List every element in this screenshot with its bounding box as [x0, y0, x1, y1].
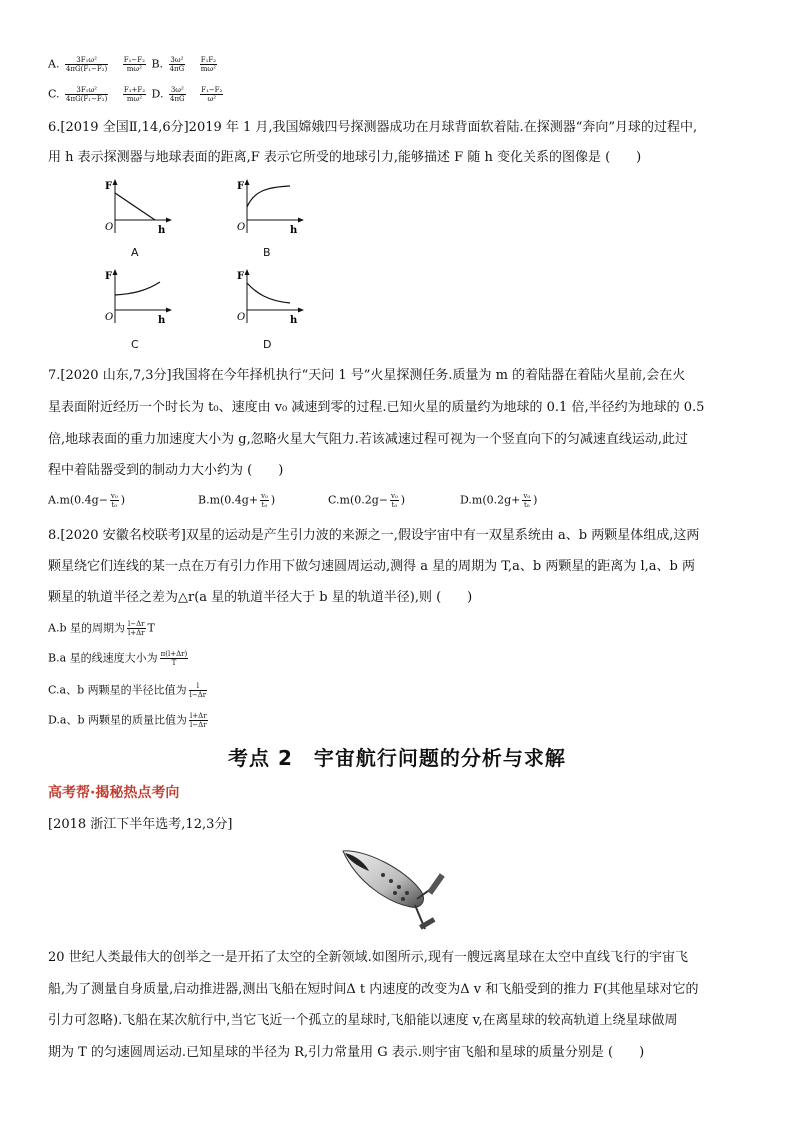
q8-option-c [48, 682, 209, 699]
axis-label-f: F [105, 271, 113, 282]
option-frac [390, 492, 399, 509]
q9-line-1: 20 世纪人类最伟大的创举之一是开拓了太空的全新领域.如图所示,现有一艘远离星球在太空中直线飞行的宇宙飞 [48, 950, 688, 965]
y-axis-arrow [245, 269, 250, 275]
x-axis-arrow [166, 308, 172, 313]
q7-option-d [460, 492, 537, 509]
frac-num: l+Δr [190, 712, 207, 720]
graph-c-label: C [131, 338, 139, 351]
graph-a [100, 175, 180, 240]
option-frac [522, 492, 531, 509]
frac-num: 3F₁ω² [65, 56, 108, 65]
frac-den: 4πG(F₁−F₂) [66, 95, 108, 103]
q8-line-3: 颗星的轨道半径之差为△r(a 星的轨道半径大于 b 星的轨道半径),则 ( ) [48, 590, 473, 605]
curve-b [247, 186, 290, 207]
q5-d-frac1 [169, 86, 186, 103]
q5-b-frac2 [200, 56, 217, 73]
axis-label-f: F [237, 181, 245, 192]
axis-label-h: h [290, 315, 298, 326]
frac-den: t₀ [111, 501, 118, 509]
q7-option-a [48, 492, 125, 509]
q7-option-b [198, 492, 275, 509]
frac-num: 3F₁ω² [65, 86, 108, 95]
q5-a-frac1 [65, 56, 108, 73]
q5-option-d-label: D. [151, 87, 164, 101]
option-text: T [147, 621, 155, 635]
option-text: C.m(0.2g− [328, 493, 388, 507]
q5-option-b-label: B. [151, 57, 164, 71]
ship-window [381, 873, 385, 877]
q5-option-row-ab [48, 56, 219, 73]
curve-a [115, 193, 155, 220]
axis-label-f: F [237, 271, 245, 282]
frac-num: F₁−F₂ [123, 56, 145, 64]
axis-label-h: h [290, 225, 298, 236]
x-axis-arrow [298, 218, 304, 223]
x-axis-arrow [166, 218, 172, 223]
graph-a-label: A [131, 246, 139, 259]
graph-c [100, 265, 180, 330]
frac-den: t₀ [523, 501, 530, 509]
q7-line-3: 倍,地球表面的重力加速度大小为 g,忽略火星大气阻力.若该减速过程可视为一个竖直向下的匀减速直线运动,此过 [48, 432, 688, 447]
frac-den: l−Δr [189, 691, 207, 699]
option-text: D.m(0.2g+ [460, 493, 521, 507]
option-frac [160, 650, 189, 667]
q7-option-c [328, 492, 405, 509]
q9-line-3: 引力可忽略).飞船在某次航行中,当它飞近一个孤立的星球时,飞船能以速度 v,在离星球的较高轨道上绕星球做周 [48, 1013, 678, 1028]
q8-line-1: 8.[2020 安徽名校联考]双星的运动是产生引力波的来源之一,假设宇宙中有一双星系统由 a、b 两颗星体组成,这两 [48, 528, 700, 543]
option-frac [127, 620, 146, 637]
option-text: ) [400, 493, 406, 507]
section-title: 考点 2 宇宙航行问题的分析与求解 [228, 746, 566, 770]
ship-window [389, 879, 393, 883]
q8-line-2: 颗星绕它们连线的某一点在万有引力作用下做匀速圆周运动,测得 a 星的周期为 T,a、b 两颗星的距离为 l,a、b 两 [48, 559, 696, 574]
frac-num: π(l+Δr) [160, 650, 188, 658]
graph-d-label: D [263, 338, 272, 351]
frac-num: F₁+F₂ [123, 86, 146, 94]
frac-num: v₀ [110, 492, 118, 500]
graph-d [232, 265, 312, 330]
y-axis-arrow [245, 179, 250, 185]
origin-label: O [237, 222, 246, 233]
frac-den: 4πG [169, 95, 185, 103]
option-frac [189, 712, 208, 729]
ship-window [401, 897, 405, 901]
option-text: B.a 星的线速度大小为 [48, 651, 158, 665]
ship-window [397, 885, 401, 889]
origin-label: O [237, 312, 246, 323]
ship-window [393, 891, 397, 895]
option-text: C.a、b 两颗星的半径比值为 [48, 683, 187, 697]
option-text: ) [533, 493, 538, 507]
ship-window [405, 891, 409, 895]
frac-den: ω² [207, 95, 216, 103]
q8-option-b [48, 650, 190, 667]
q5-a-frac2 [123, 56, 146, 73]
frac-num: v₀ [391, 492, 398, 500]
q8-option-a [48, 620, 155, 637]
curve-c [115, 282, 160, 295]
axis-label-h: h [158, 315, 166, 326]
q5-d-frac2 [200, 86, 223, 103]
frac-num: 3ω² [170, 86, 184, 94]
option-frac [260, 492, 269, 509]
q5-c-frac1 [65, 86, 108, 103]
q6-line-1: 6.[2019 全国Ⅱ,14,6分]2019 年 1 月,我国嫦娥四号探测器成功在月球背面软着陆.在探测器“奔向”月球的过程中, [48, 120, 698, 135]
option-text: D.a、b 两颗星的质量比值为 [48, 713, 188, 727]
q5-option-a-label: A. [48, 57, 60, 71]
section-subtitle: 高考帮·揭秘热点考向 [48, 785, 180, 801]
frac-den: mω² [126, 95, 143, 103]
frac-num: v₀ [523, 492, 531, 500]
frac-den: l−Δr [190, 721, 207, 729]
frac-den: 4πG [169, 65, 185, 73]
q9-line-4: 期为 T 的匀速圆周运动.已知星球的半径为 R,引力常量用 G 表示.则宇宙飞船和星球的质量分别是 ( ) [48, 1045, 645, 1060]
option-text: A.m(0.4g− [48, 493, 108, 507]
frac-den: mω² [200, 65, 216, 73]
frac-den: l+Δr [127, 629, 145, 637]
option-text: ) [120, 493, 125, 507]
q5-c-frac2 [123, 86, 146, 103]
q5-b-frac1 [169, 56, 186, 73]
q7-line-1: 7.[2020 山东,7,3分]我国将在今年择机执行“天问 1 号”火星探测任务.质量为 m 的着陆器在着陆火星前,会在火 [48, 368, 686, 383]
frac-num: F₁F₂ [200, 56, 217, 64]
y-axis-arrow [113, 179, 118, 185]
q5-option-c-label: C. [48, 87, 60, 101]
q7-line-4: 程中着陆器受到的制动力大小约为 ( ) [48, 463, 284, 478]
q9-line-2: 船,为了测量自身质量,启动推进器,测出飞船在短时间Δ t 内速度的改变为Δ v 和飞船受到的推力 F(其他星球对它的 [48, 982, 699, 997]
frac-den: mω² [126, 65, 142, 73]
graph-b-label: B [263, 246, 271, 259]
frac-den: t₀ [261, 501, 268, 509]
frac-num: v₀ [261, 492, 268, 500]
x-axis-arrow [298, 308, 304, 313]
q6-line-2: 用 h 表示探测器与地球表面的距离,F 表示它所受的地球引力,能够描述 F 随 h 变化关系的图像是 ( ) [48, 150, 642, 165]
option-frac [189, 682, 208, 699]
q7-line-2: 星表面附近经历一个时长为 t₀、速度由 v₀ 减速到零的过程.已知火星的质量约为地球的 0.1 倍,半径约为地球的 0.5 [48, 400, 705, 415]
option-text: B.m(0.4g+ [198, 493, 259, 507]
q8-option-d [48, 712, 210, 729]
spaceship-illustration [335, 843, 460, 938]
q5-option-row-cd [48, 86, 225, 103]
frac-num: l−Δr [127, 620, 145, 628]
axis-label-h: h [158, 225, 166, 236]
frac-den: t₀ [391, 501, 398, 509]
option-frac [110, 492, 119, 509]
ship-fin [427, 873, 445, 894]
frac-den: 4πG(F₁−F₂) [65, 65, 108, 73]
curve-d [247, 283, 290, 303]
section-source: [2018 浙江下半年选考,12,3分] [48, 817, 233, 832]
frac-num: l [189, 682, 208, 691]
option-text: A.b 星的周期为 [48, 621, 125, 635]
frac-num: F₁−F₂ [201, 86, 223, 94]
frac-num: 3ω² [170, 56, 184, 64]
origin-label: O [105, 312, 114, 323]
graph-b [232, 175, 312, 240]
frac-den: T [171, 659, 177, 667]
origin-label: O [105, 222, 114, 233]
axis-label-f: F [105, 181, 113, 192]
option-text: ) [270, 493, 276, 507]
y-axis-arrow [113, 269, 118, 275]
